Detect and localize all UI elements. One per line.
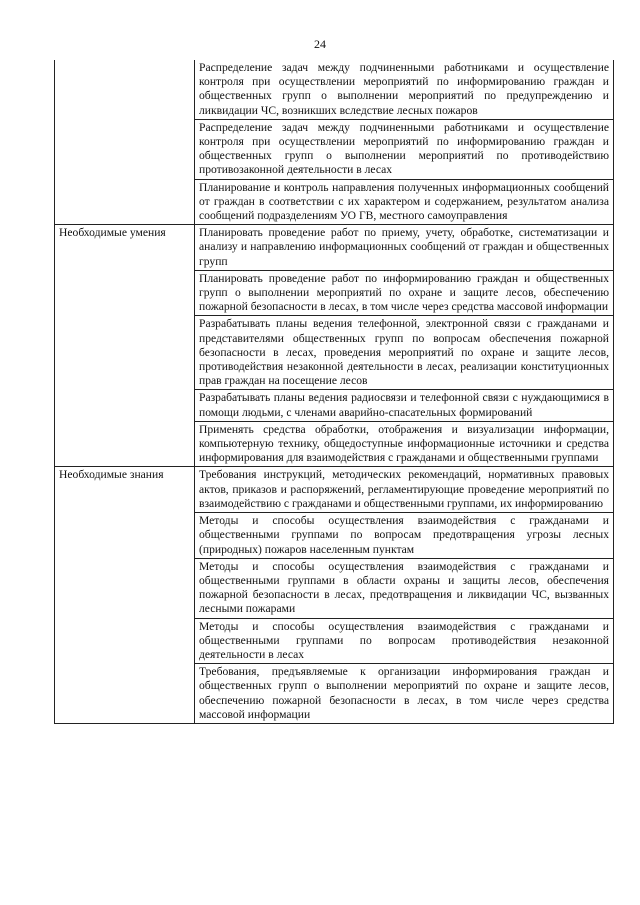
table-row [55,513,614,559]
table-row [55,179,614,225]
section-item: Методы и способы осуществления взаимодействия с гражданами и общественными группами по вопросам предотвращения угрозы лесных (природных) пожаров населенным пунктам [195,513,614,559]
section-label [55,179,195,225]
table-row [55,558,614,618]
section-label [55,664,195,724]
section-item: Распределение задач между подчиненными работниками и осуществление контроля при осуществлении мероприятий по информированию граждан и общественных групп о выполнении мероприятий по предупреждению и ликвидации ЧС, возникших вследствие лесных пожаров [195,60,614,119]
section-label [55,390,195,421]
section-label [55,513,195,559]
section-label [55,119,195,179]
table-row [55,270,614,316]
section-label [55,270,195,316]
section-label [55,558,195,618]
section-label [55,421,195,467]
section-label: Необходимые знания [55,467,195,513]
section-item: Требования, предъявляемые к организации информирования граждан и общественных групп о выполнении мероприятий по охране и защите лесов, обеспечению пожарной безопасности в лесах, в том числе через средства массовой информации [195,664,614,724]
table-row [55,316,614,390]
section-item: Требования инструкций, методических рекомендаций, нормативных правовых актов, приказов и распоряжений, регламентирующие проведение мероприятий по взаимодействию с гражданами и общественными группами, их информированию [195,467,614,513]
section-item: Планировать проведение работ по информированию граждан и общественных групп о выполнении мероприятий по охране и защите лесов, обеспечению пожарной безопасности в лесах, в том числе через средства массовой информации [195,270,614,316]
table-row [55,421,614,467]
section-label [55,316,195,390]
section-item: Планировать проведение работ по приему, учету, обработке, систематизации и анализу и направлению информационных сообщений от граждан и общественных групп [195,225,614,271]
table-row [55,390,614,421]
section-item: Методы и способы осуществления взаимодействия с гражданами и общественными группами в области охраны и защиты лесов, обеспечения пожарной безопасности в лесах, предотвращения и ликвидации ЧС, вызванных лесными пожарами [195,558,614,618]
table-row [55,467,614,513]
table-row [55,225,614,271]
section-item: Распределение задач между подчиненными работниками и осуществление контроля при осуществлении мероприятий по информированию граждан и общественных групп о выполнении мероприятий по противодействию противозаконной деятельности в лесах [195,119,614,179]
section-item: Разрабатывать планы ведения телефонной, электронной связи с гражданами и представителями общественных групп по вопросам обеспечения пожарной безопасности в лесах, проведения мероприятий по охране и защите лесов, противодействия незаконной деятельности в лесах, реализации конституционных прав граждан на посещение лесов [195,316,614,390]
section-item: Разрабатывать планы ведения радиосвязи и телефонной связи с нуждающимися в помощи людьми, с членами аварийно-спасательных формирований [195,390,614,421]
section-label [55,618,195,664]
table-row [55,618,614,664]
section-item: Методы и способы осуществления взаимодействия с гражданами и общественными группами по вопросам противодействия незаконной деятельности в лесах [195,618,614,664]
page-number: 24 [314,37,326,51]
table-row [55,60,614,119]
section-label: Необходимые умения [55,225,195,271]
table-row [55,119,614,179]
section-label [55,60,195,119]
section-item: Применять средства обработки, отображения и визуализации информации, компьютерную технику, общедоступные информационные источники и средства информирования для взаимодействия с гражданами и общественными группами [195,421,614,467]
table-row [55,664,614,724]
competency-table [54,60,614,724]
section-item: Планирование и контроль направления полученных информационных сообщений от граждан в соответствии с их характером и содержанием, результатом анализа сообщений подразделениям УО ГВ, местного самоуправления [195,179,614,225]
